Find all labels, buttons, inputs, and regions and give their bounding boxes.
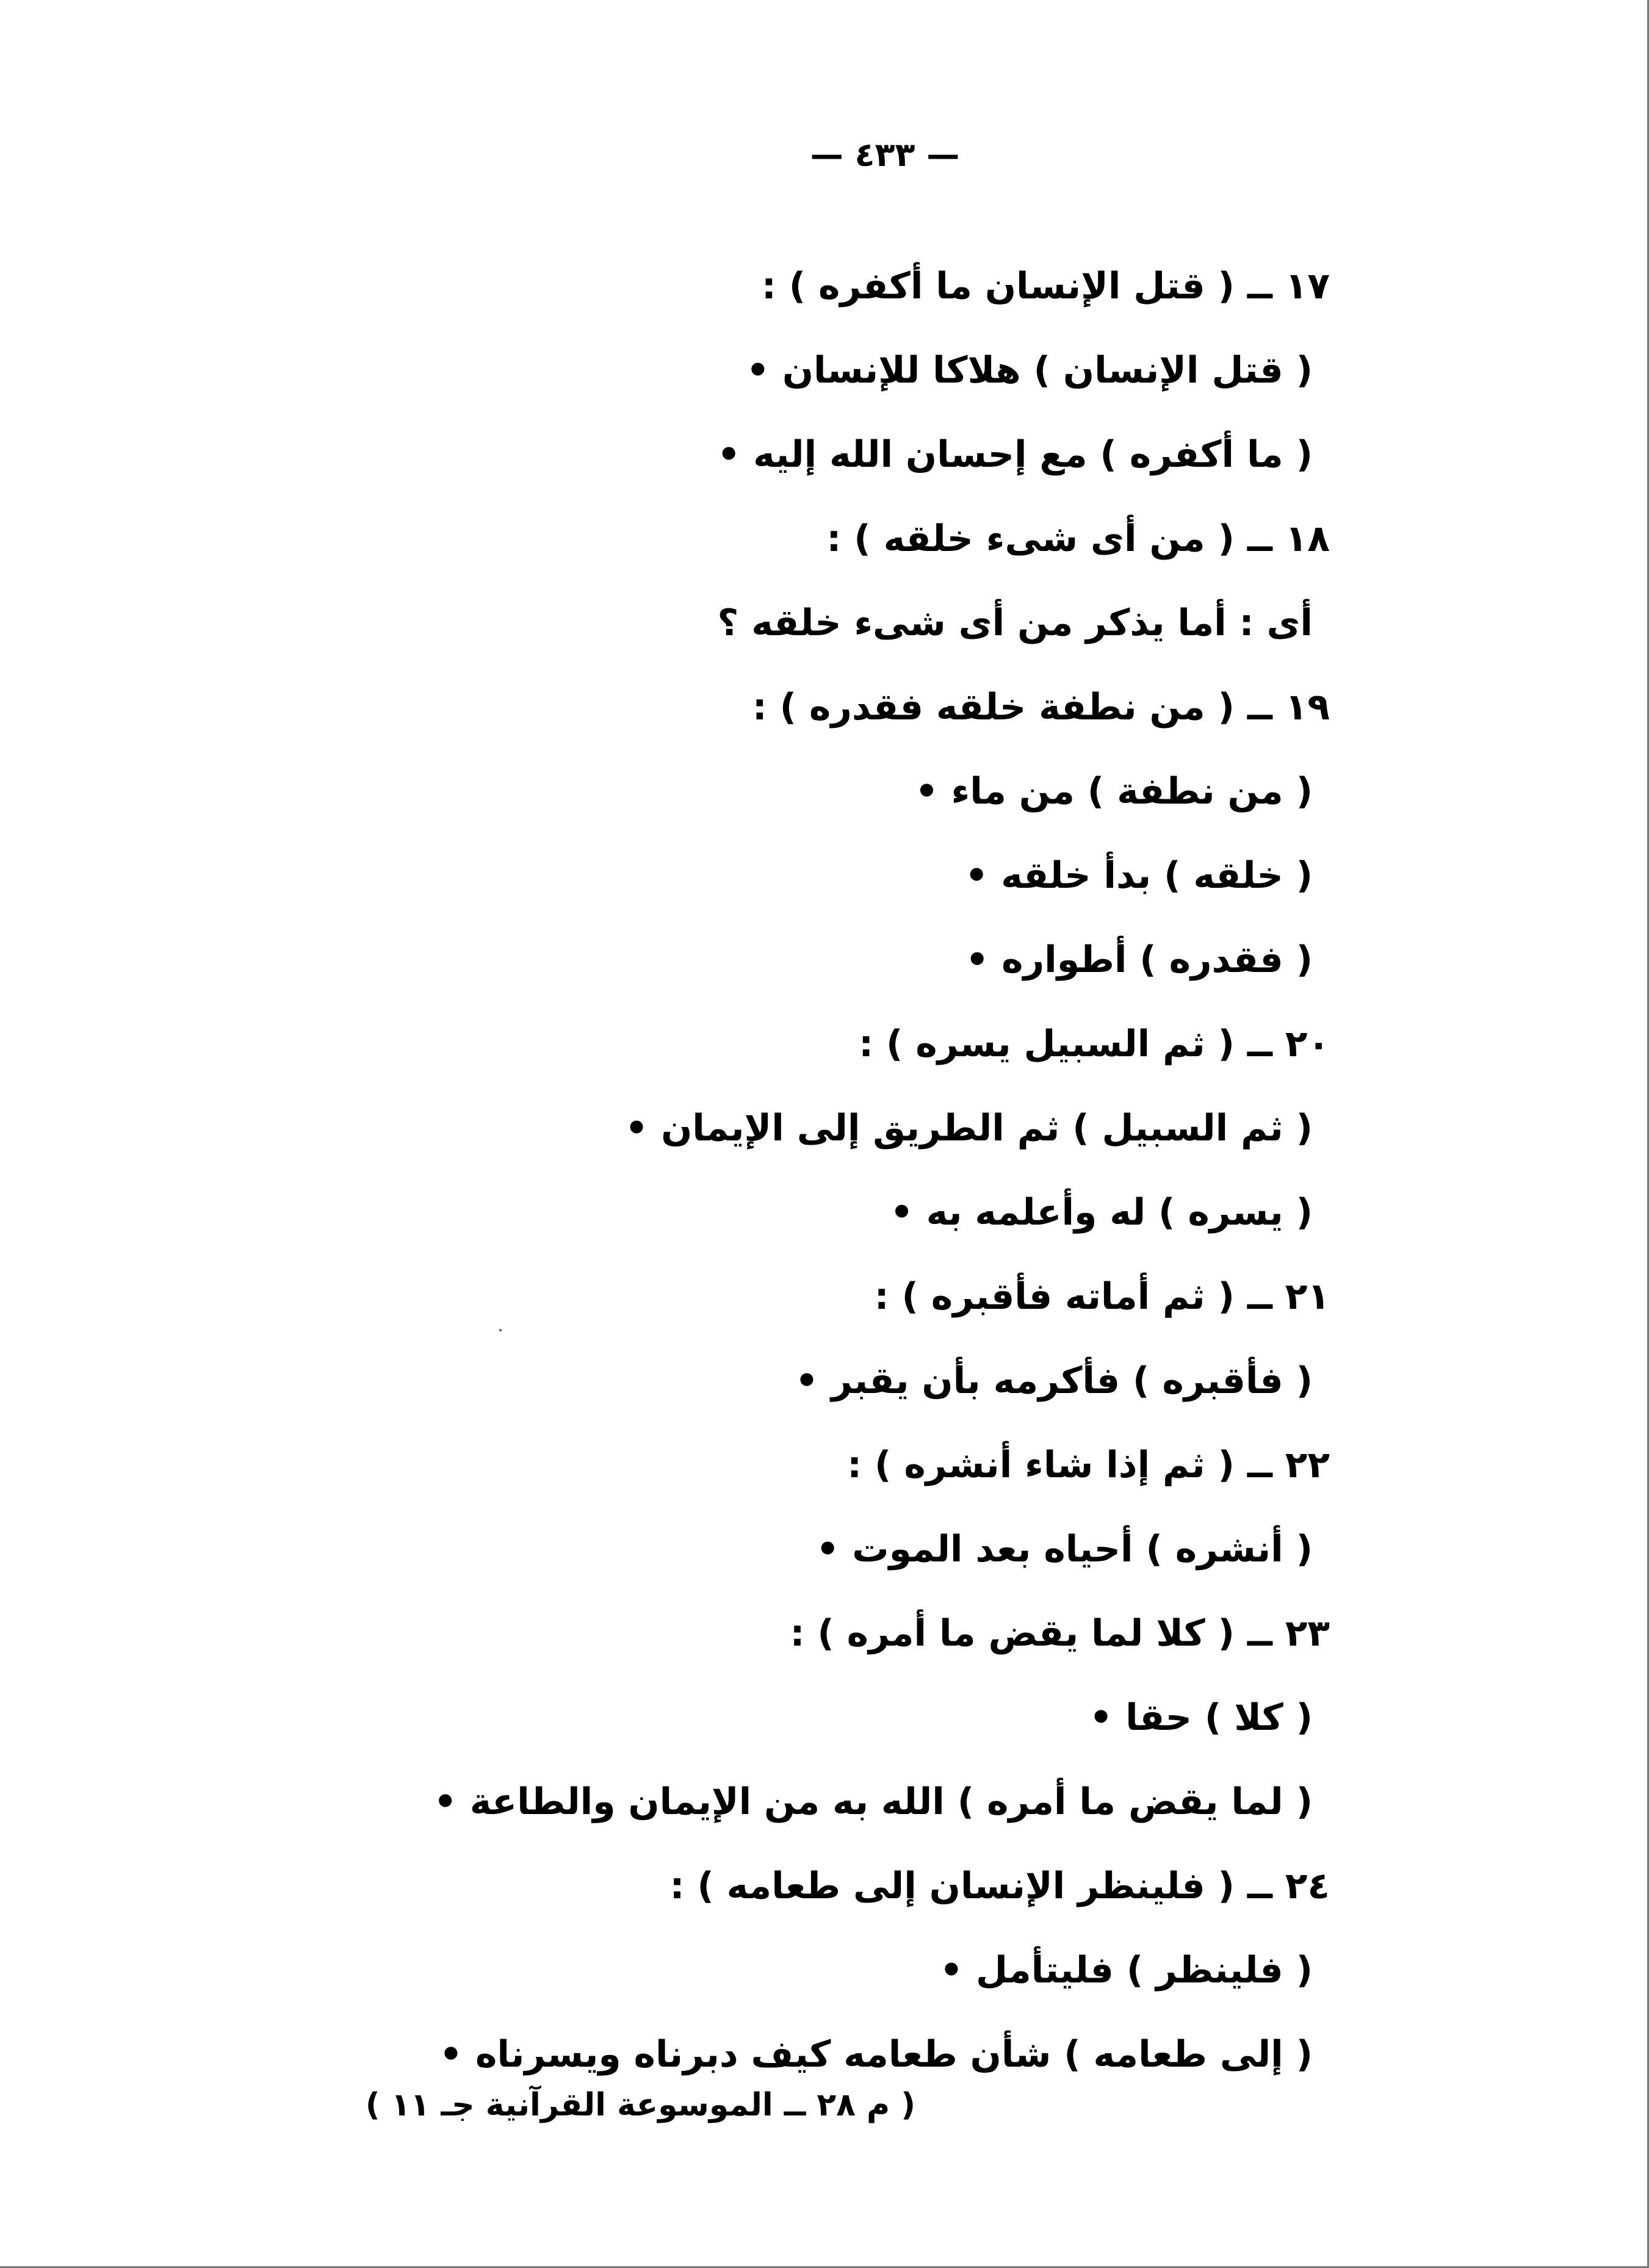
page-body [170,244,1330,2097]
verse-heading: ٢٢ ــ ( ثم إذا شاء أنشره ) : [847,1444,1330,1486]
verse-heading: ٢٤ ــ ( فلينظر الإنسان إلى طعامه ) : [669,1865,1330,1907]
commentary-line: ( فلينظر ) فليتأمل • [939,1949,1313,1992]
commentary-line: ( إلى طعامه ) شأن طعامه كيف دبرناه ويسرناه • [439,2033,1313,2076]
footer-signature: ( م ٢٨ ــ الموسوعة القرآنية جـ ١١ ) [365,2087,915,2123]
verse-heading: ٢٣ ــ ( كلا لما يقض ما أمره ) : [790,1612,1330,1655]
commentary-line: ( لما يقض ما أمره ) الله به من الإيمان والطاعة • [433,1780,1313,1823]
scan-speck [499,1329,502,1331]
commentary-line: ( من نطفة ) من ماء • [915,770,1313,813]
verse-heading: ١٩ ــ ( من نطفة خلقه فقدره ) : [752,686,1330,729]
commentary-line: ( كلا ) حقا • [1089,1696,1313,1739]
commentary-line: ( أنشره ) أحياه بعد الموت • [816,1528,1313,1571]
commentary-line: ( ما أكفره ) مع إحسان الله إليه • [716,433,1313,476]
page-number: — ٤٣٣ — [810,135,960,174]
commentary-line: ( فأقبره ) فأكرمه بأن يقبر • [795,1359,1313,1402]
verse-heading: ٢١ ــ ( ثم أماته فأقبره ) : [874,1275,1330,1318]
commentary-line: ( خلقه ) بدأ خلقه • [965,854,1313,897]
verse-heading: ٢٠ ــ ( ثم السبيل يسره ) : [859,1023,1330,1065]
commentary-line: ( فقدره ) أطواره • [965,938,1313,981]
commentary-line: أى : أما يذكر من أى شىء خلقه ؟ [717,602,1313,644]
commentary-line: ( يسره ) له وأعلمه به • [890,1191,1313,1234]
commentary-line: ( ثم السبيل ) ثم الطريق إلى الإيمان • [624,1107,1313,1150]
verse-heading: ١٧ ــ ( قتل الإنسان ما أكفره ) : [761,265,1330,308]
verse-heading: ١٨ ــ ( من أى شىء خلقه ) : [826,517,1330,560]
commentary-line: ( قتل الإنسان ) هلاكا للإنسان • [746,349,1313,392]
